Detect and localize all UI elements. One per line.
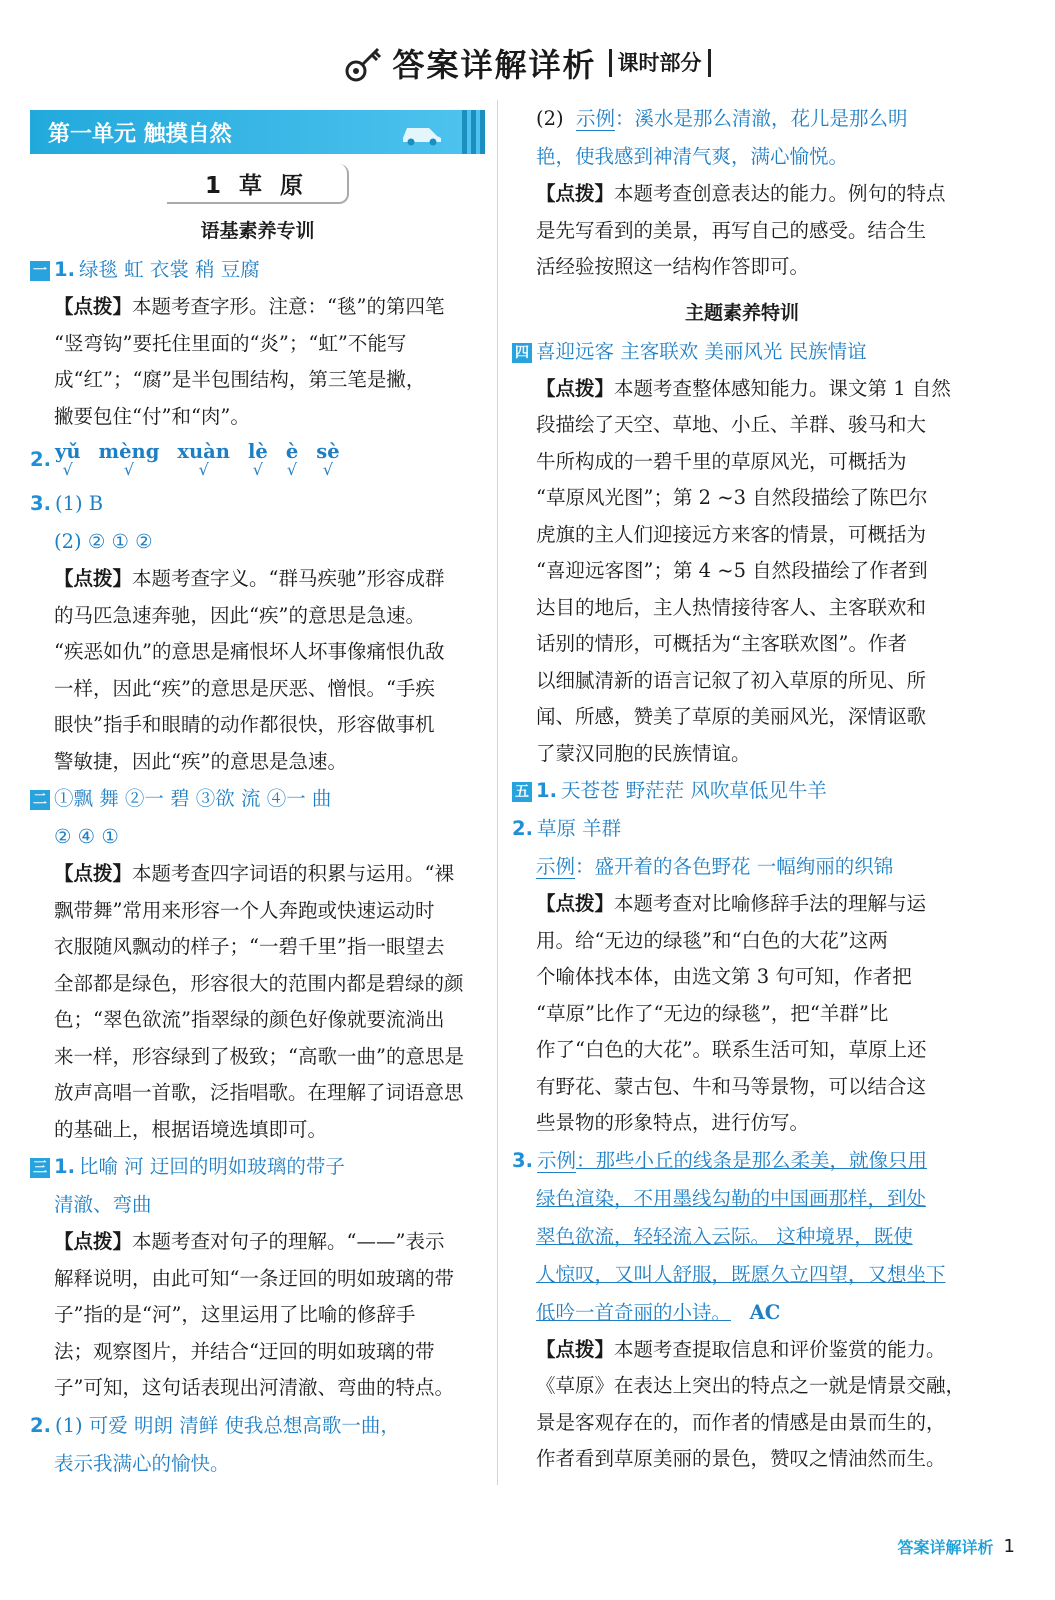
footer-badge: 答案详解详析 — [897, 1538, 994, 1557]
unit-banner-stripes — [458, 110, 485, 154]
unit-title: 第一单元 触摸自然 — [48, 121, 232, 147]
q4-tip: 【点拨】本题考查四字词语的积累与运用。“裸 飘带舞”常用来形容一个人奔跑或快速运动时 衣服随风飘动的样子；“一碧千里”指一眼望去 全部都是绿色，形容很大的范围内都是碧绿的颜 色；“翠色欲流”指翠绿的颜色好像就要流淌出 来一样，形容绿到了极致；“高歌一曲”的意思是 放声高唱一首歌，泛指唱歌。在理解了词语意思 的基础上，根据语境选填即可。 — [54, 862, 464, 1141]
q10-line: 人惊叹，又叫人舒服，既愿久立四望，又想坐下 — [536, 1262, 946, 1286]
q6b-answer-2: 艳，使我感到神清气爽，满心愉悦。 — [536, 145, 849, 168]
pinyin-item: yǔ √ — [54, 440, 81, 479]
q10-answer: 3. 示例：那些小丘的线条是那么柔美，就像只用 — [512, 1148, 928, 1172]
pinyin-item: xuàn √ — [177, 440, 230, 479]
unit-banner — [30, 110, 485, 154]
q5-answer-2: 清澈、弯曲 — [54, 1193, 152, 1216]
page-footer — [898, 1535, 1015, 1558]
page-subtitle: 课时部分 — [609, 49, 711, 77]
page-number: 1 — [1003, 1536, 1015, 1557]
pinyin-item: è √ — [285, 440, 299, 479]
left-column — [30, 100, 485, 1483]
pinyin-item: lè √ — [247, 440, 268, 479]
q6-answer: 2. (1) 可爱 明朗 清鲜 使我总想高歌一曲， — [30, 1413, 400, 1437]
q5-answer: 三 1. 比喻 河 迂回的明如玻璃的带子 — [30, 1148, 485, 1186]
q10-line: 翠色欲流，轻轻流入云际。 这种境界，既使 — [536, 1224, 913, 1248]
column-divider — [497, 100, 498, 1485]
q9-answer-2: 示例：盛开着的各色野花 一幅绚丽的织锦 — [536, 855, 894, 878]
lesson-title: 1 草 原 — [167, 164, 349, 204]
section-title-2: 主题素养特训 — [684, 301, 799, 324]
q3-answer-2: (2) ② ① ② — [54, 530, 153, 553]
q4-answer-2: ② ④ ① — [54, 825, 119, 848]
q10-tip: 【点拨】本题考查提取信息和评价鉴赏的能力。 《草原》在表达上突出的特点之一就是情景交融， 景是客观存在的，而作者的情感是由景而生的， 作者看到草原美丽的景色，赞叹之情油然而生。 — [536, 1337, 966, 1470]
q1-tip: 【点拨】本题考查字形。注意：“毯”的第四笔 “竖弯钩”要托住里面的“炎”；“虹”不能写 成“红”；“腐”是半包围结构，第三笔是撇， 撇要包住“付”和“肉”。 — [54, 295, 445, 428]
page-title: 答案详解详析 — [392, 46, 597, 84]
key-icon — [344, 43, 384, 83]
q3-tip: 【点拨】本题考查字义。“群马疾驰”形容成群 的马匹急速奔驰，因此“疾”的意思是急速。 “疾恶如仇”的意思是痛恨坏人坏事像痛恨仇敌 一样，因此“疾”的意思是厌恶、憎恨。“手疾 眼快”指手和眼睛的动作都很快，形容做事机 警敏捷，因此“疾”的意思是急速。 — [54, 567, 445, 773]
q9-tip: 【点拨】本题考查对比喻修辞手法的理解与运 用。给“无边的绿毯”和“白色的大花”这两 个喻体找本体，由选文第 3 句可知，作者把 “草原”比作了“无边的绿毯”，把“羊群”比 作了“白色的大花”。联系生活可知，草原上还 有野花、蒙古包、牛和马等景物，可以结合这 些景物的形象特点，进行仿写。 — [536, 892, 927, 1134]
page-header — [0, 38, 1055, 88]
section-mark: 一 — [30, 261, 50, 281]
q6b-tip: 【点拨】本题考查创意表达的能力。例句的特点 是先写看到的美景，再写自己的感受。结合生 活经验按照这一结构作答即可。 — [536, 182, 946, 278]
pinyin-item: mèng √ — [98, 440, 160, 479]
q4-answer: 二 ①飘 舞 ②一 碧 ③欲 流 ④一 曲 — [30, 780, 485, 818]
q1-answer: 一 1. 绿毯 虹 衣裳 稍 豆腐 — [30, 251, 485, 289]
right-column — [512, 100, 972, 1478]
section-title-1: 语基素养专训 — [200, 220, 315, 242]
q10-line-last: 低吟一首奇丽的小诗。 AC — [536, 1300, 781, 1324]
q3-answer: 3. (1) B — [30, 492, 104, 515]
car-icon — [399, 118, 445, 146]
q9-answer: 2. 草原 羊群 — [512, 817, 622, 840]
pinyin-item: sè √ — [316, 440, 340, 479]
q8-answer: 五 1. 天苍苍 野茫茫 风吹草低见牛羊 — [512, 772, 972, 810]
q7-answer: 四 喜迎远客 主客联欢 美丽风光 民族情谊 — [512, 333, 972, 371]
q5-tip: 【点拨】本题考查对句子的理解。“——”表示 解释说明，由此可知“一条迂回的明如玻璃的带 子”指的是“河”，这里运用了比喻的修辞手 法；观察图片，并结合“迂回的明如玻璃的带 子”可知，这句话表现出河清澈、弯曲的特点。 — [54, 1230, 454, 1399]
q6b-answer: (2) 示例：溪水是那么清澈，花儿是那么明 — [536, 107, 908, 130]
q2-answer: 2. yǔ √ mèng √ xuàn √ lè √ è √ sè √ — [30, 440, 340, 479]
q6-answer-2: 表示我满心的愉快。 — [54, 1451, 230, 1475]
q10-line: 绿色渲染，不用墨线勾勒的中国画那样，到处 — [536, 1186, 927, 1210]
pinyin-list — [55, 442, 340, 478]
q7-tip: 【点拨】本题考查整体感知能力。课文第 1 自然 段描绘了天空、草地、小丘、羊群、骏马和大 牛所构成的一碧千里的草原风光，可概括为 “草原风光图”；第 2 ~3 自然段描绘了陈巴尔 虎旗的主人们迎接远方来客的情景，可概括为 “喜迎远客图”；第 4 ~5 自然段描绘了作者到 达目的地后，主人热情接待客人、主客联欢和 话别的情形，可概括为“主客联欢图”。作者 以细腻清新的语言记叙了初入草原的所见、所 闻、所感，赞美了草原的美丽风光，深情讴歌 了蒙汉同胞的民族情谊。 — [536, 376, 951, 765]
